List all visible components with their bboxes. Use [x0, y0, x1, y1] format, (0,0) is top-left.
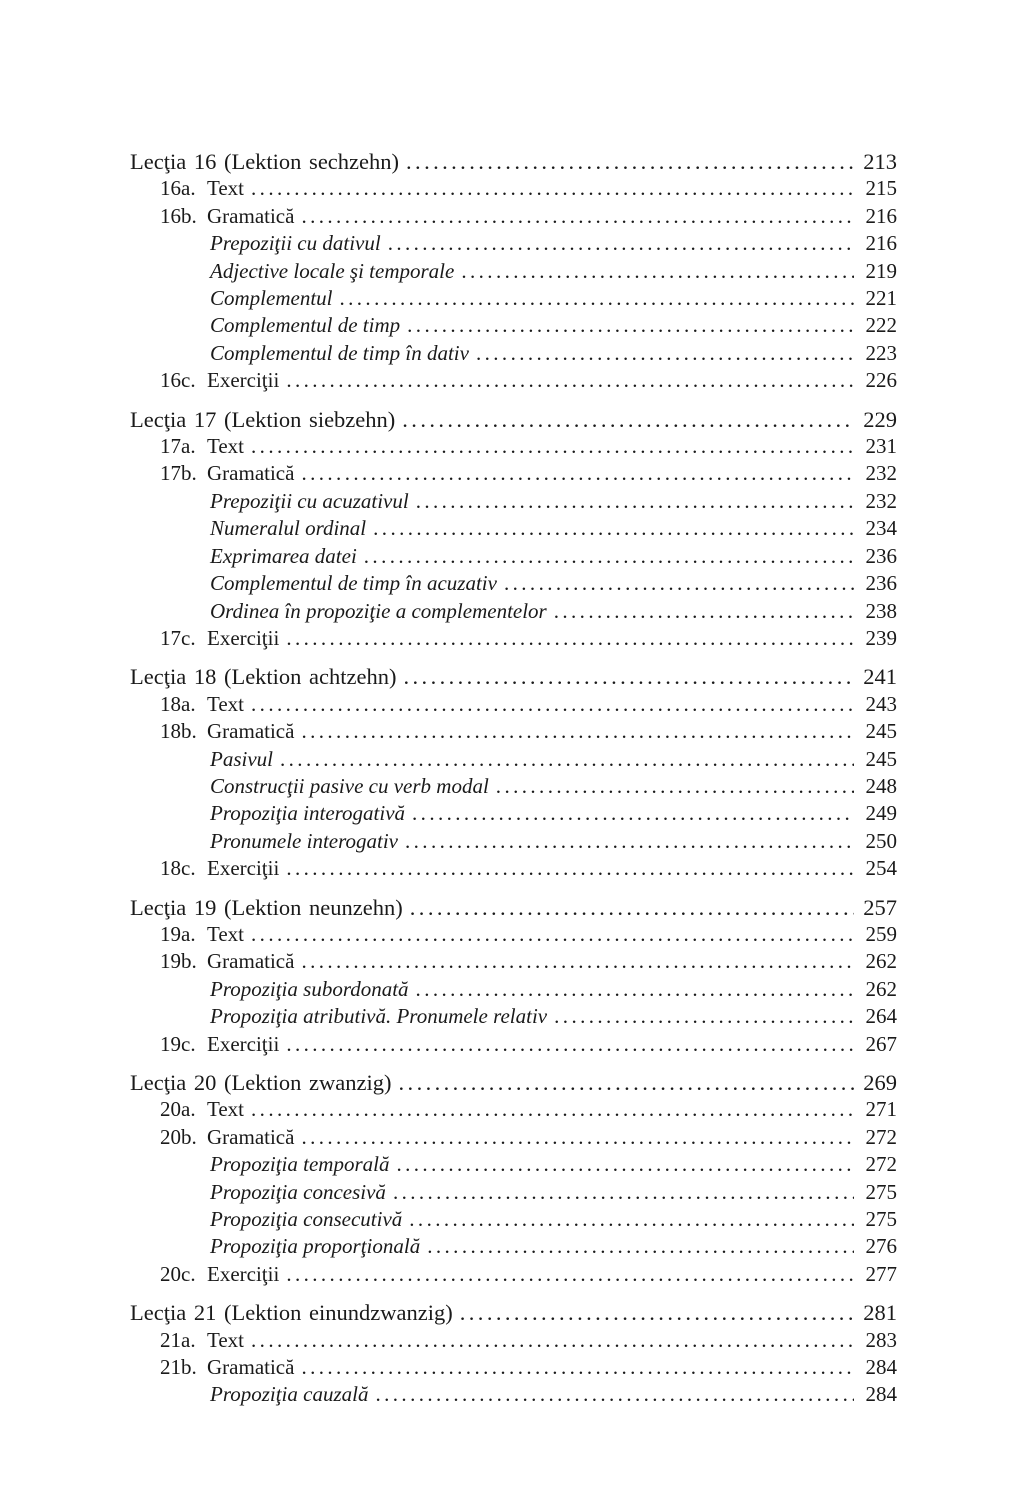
- toc-entry-row: [130, 691, 897, 718]
- toc-dot-leader: [280, 746, 854, 773]
- toc-page-number: 275: [865, 1207, 897, 1232]
- toc-page-number: 267: [865, 1031, 897, 1056]
- toc-page-number: 249: [865, 801, 897, 826]
- toc-page-number: 262: [865, 949, 897, 974]
- toc-entry-title: Exerciţii: [207, 368, 280, 393]
- toc-page-number: 219: [865, 258, 897, 283]
- toc-section: [130, 663, 897, 882]
- toc-entry-title: Text: [207, 434, 245, 459]
- toc-page-number: 271: [865, 1097, 897, 1122]
- toc-dot-leader: [402, 406, 854, 433]
- toc-entry-label: 18a.: [160, 691, 196, 716]
- toc-entry-title: Propoziţia consecutivă: [210, 1207, 403, 1232]
- toc-entry-title: Exerciţii: [207, 1261, 280, 1286]
- toc-dot-leader: [251, 175, 854, 202]
- toc-entry-row: [130, 921, 897, 948]
- toc-dot-leader: [251, 433, 854, 460]
- toc-entry-row: [130, 718, 897, 745]
- toc-page-number: 245: [865, 746, 897, 771]
- toc-section: [130, 894, 897, 1058]
- toc-entry-label: 17b.: [160, 461, 197, 486]
- toc-entry-title: Numeralul ordinal: [210, 516, 367, 541]
- toc-entry-label: 16b.: [160, 203, 197, 228]
- toc-page-number: 269: [863, 1070, 897, 1095]
- toc-entry-title: Propoziţia atributivă. Pronumele relativ: [210, 1004, 548, 1029]
- toc-entry-label: 19b.: [160, 949, 197, 974]
- toc-entry-title: Text: [207, 1327, 245, 1352]
- toc-dot-leader: [504, 570, 854, 597]
- toc-heading-row: [130, 894, 897, 921]
- toc-dot-leader: [410, 894, 854, 921]
- toc-entry-title: Pasivul: [210, 746, 273, 771]
- toc-dot-leader: [416, 976, 854, 1003]
- toc-entry-row: [130, 203, 897, 230]
- toc-entry-row: [130, 1354, 897, 1381]
- toc-entry-title: Propoziţia temporală: [210, 1152, 390, 1177]
- toc-entry-row: [130, 543, 897, 570]
- toc-entry-title: Propoziţia concesivă: [210, 1179, 386, 1204]
- toc-entry-title: Gramatică: [207, 203, 295, 228]
- toc-entry-row: [130, 1179, 897, 1206]
- toc-dot-leader: [404, 663, 855, 690]
- toc-entry-label: 18b.: [160, 719, 197, 744]
- toc-entry-title: Prepoziţii cu acuzativul: [210, 488, 409, 513]
- toc-entry-label: 20a.: [160, 1097, 196, 1122]
- toc-page-number: 238: [865, 598, 897, 623]
- toc-page-number: 216: [865, 231, 897, 256]
- toc-dot-leader: [301, 1354, 854, 1381]
- toc-page-number: 229: [863, 406, 897, 432]
- toc-entry-title: Exerciţii: [207, 625, 280, 650]
- toc-page-number: 257: [863, 894, 897, 920]
- toc-dot-leader: [301, 1124, 854, 1151]
- toc-dot-leader: [427, 1233, 854, 1260]
- toc-dot-leader: [396, 1151, 854, 1178]
- toc-page-number: 277: [865, 1261, 897, 1286]
- toc-dot-leader: [251, 1327, 854, 1354]
- toc-entry-row: [130, 230, 897, 257]
- toc-entry-row: [130, 1031, 897, 1058]
- toc-section: [130, 1299, 897, 1409]
- toc-page-number: 239: [865, 625, 897, 650]
- toc-dot-leader: [476, 340, 854, 367]
- toc-heading-row: [130, 148, 897, 175]
- toc-page-number: 250: [865, 828, 897, 853]
- toc-section: [130, 1069, 897, 1288]
- toc-entry-row: [130, 746, 897, 773]
- toc-page-number: 284: [865, 1355, 897, 1380]
- toc-dot-leader: [286, 855, 854, 882]
- toc-entry-row: [130, 625, 897, 652]
- toc-entry-title: Adjective locale şi temporale: [210, 258, 455, 283]
- toc-entry-title: Complementul de timp în dativ: [210, 340, 469, 365]
- toc-entry-row: [130, 976, 897, 1003]
- toc-entry-row: [130, 1096, 897, 1123]
- toc-page-number: 284: [865, 1382, 897, 1407]
- toc-dot-leader: [416, 488, 854, 515]
- toc-entry-title: Gramatică: [207, 1124, 295, 1149]
- toc-page-number: 223: [865, 340, 897, 365]
- toc-entry-title: Lecţia 18 (Lektion achtzehn): [130, 664, 397, 690]
- toc-entry-row: [130, 948, 897, 975]
- toc-dot-leader: [286, 625, 854, 652]
- toc-dot-leader: [251, 921, 854, 948]
- toc-entry-row: [130, 175, 897, 202]
- toc-dot-leader: [407, 312, 854, 339]
- toc-entry-row: [130, 433, 897, 460]
- toc-page-number: 264: [865, 1004, 897, 1029]
- toc-entry-row: [130, 1124, 897, 1151]
- toc-heading-row: [130, 1299, 897, 1326]
- toc-entry-label: 16c.: [160, 368, 196, 393]
- toc-entry-title: Lecţia 20 (Lektion zwanzig): [130, 1070, 392, 1095]
- toc-dot-leader: [339, 285, 854, 312]
- toc-dot-leader: [251, 691, 854, 718]
- toc-entry-label: 16a.: [160, 176, 196, 201]
- toc-dot-leader: [461, 258, 854, 285]
- toc-entry-row: [130, 340, 897, 367]
- toc-page-number: 232: [865, 461, 897, 486]
- toc-entry-title: Text: [207, 921, 245, 946]
- toc-dot-leader: [364, 543, 854, 570]
- toc-entry-row: [130, 1381, 897, 1408]
- toc-heading-row: [130, 1069, 897, 1096]
- toc-entry-title: Propoziţia subordonată: [210, 976, 409, 1001]
- toc-page-number: 276: [865, 1234, 897, 1259]
- toc-page-number: 254: [865, 856, 897, 881]
- toc-entry-title: Propoziţia interogativă: [210, 801, 406, 826]
- toc-page-number: 259: [865, 921, 897, 946]
- toc-entry-label: 21b.: [160, 1355, 197, 1380]
- toc-entry-row: [130, 258, 897, 285]
- toc-dot-leader: [388, 230, 854, 257]
- toc-entry-label: 20b.: [160, 1124, 197, 1149]
- toc-dot-leader: [405, 828, 854, 855]
- toc-section: [130, 406, 897, 653]
- toc-entry-label: 20c.: [160, 1261, 196, 1286]
- toc-entry-row: [130, 1151, 897, 1178]
- toc-entry-label: 17c.: [160, 625, 196, 650]
- toc-entry-title: Propoziţia cauzală: [210, 1382, 369, 1407]
- toc-dot-leader: [409, 1206, 854, 1233]
- toc-dot-leader: [301, 203, 854, 230]
- toc-page-number: 245: [865, 719, 897, 744]
- toc-entry-row: [130, 1003, 897, 1030]
- toc-entry-row: [130, 1206, 897, 1233]
- toc-entry-title: Ordinea în propoziţie a complementelor: [210, 598, 547, 623]
- toc-page-number: 236: [865, 543, 897, 568]
- toc-page-number: 241: [863, 664, 897, 690]
- toc-entry-label: 21a.: [160, 1327, 196, 1352]
- toc-entry-title: Complementul de timp în acuzativ: [210, 571, 497, 596]
- toc-entry-row: [130, 312, 897, 339]
- toc-entry-title: Text: [207, 691, 245, 716]
- toc-dot-leader: [496, 773, 854, 800]
- toc-entry-label: 19a.: [160, 921, 196, 946]
- toc-heading-row: [130, 663, 897, 690]
- toc-entry-row: [130, 773, 897, 800]
- toc-dot-leader: [460, 1299, 854, 1326]
- toc-dot-leader: [399, 1069, 854, 1096]
- toc-entry-title: Prepoziţii cu dativul: [210, 231, 381, 256]
- toc-entry-title: Gramatică: [207, 461, 295, 486]
- toc-dot-leader: [286, 1031, 854, 1058]
- toc-dot-leader: [301, 948, 854, 975]
- toc-entry-title: Text: [207, 1097, 245, 1122]
- toc-page-number: 281: [863, 1300, 897, 1326]
- toc-entry-row: [130, 828, 897, 855]
- toc-page-number: 213: [863, 149, 897, 174]
- toc-dot-leader: [301, 718, 854, 745]
- toc-entry-label: 19c.: [160, 1031, 196, 1056]
- toc-page-number: 232: [865, 488, 897, 513]
- toc-page-number: 216: [865, 203, 897, 228]
- toc-entry-title: Exerciţii: [207, 856, 280, 881]
- toc-entry-title: Text: [207, 176, 245, 201]
- toc-page-number: 272: [865, 1152, 897, 1177]
- toc-entry-title: Exerciţii: [207, 1031, 280, 1056]
- toc-entry-row: [130, 1327, 897, 1354]
- toc-page-number: 234: [865, 516, 897, 541]
- toc-dot-leader: [412, 800, 854, 827]
- toc-dot-leader: [301, 460, 854, 487]
- toc-dot-leader: [554, 598, 854, 625]
- toc-entry-title: Lecţia 21 (Lektion einundzwanzig): [130, 1300, 453, 1326]
- toc-entry-row: [130, 800, 897, 827]
- toc-page-number: 248: [865, 773, 897, 798]
- toc-dot-leader: [393, 1179, 854, 1206]
- toc-dot-leader: [251, 1096, 854, 1123]
- toc-page-number: 221: [865, 286, 897, 311]
- toc-dot-leader: [373, 515, 854, 542]
- toc-entry-title: Complementul de timp: [210, 313, 401, 338]
- toc-dot-leader: [554, 1003, 854, 1030]
- toc-page-number: 236: [865, 571, 897, 596]
- toc-entry-title: Gramatică: [207, 719, 295, 744]
- toc-page-number: 215: [865, 176, 897, 201]
- toc-entry-title: Lecţia 16 (Lektion sechzehn): [130, 149, 400, 174]
- toc-entry-row: [130, 460, 897, 487]
- toc-entry-row: [130, 855, 897, 882]
- toc-entry-row: [130, 515, 897, 542]
- toc-page-number: 226: [865, 368, 897, 393]
- toc-entry-row: [130, 598, 897, 625]
- toc-entry-row: [130, 367, 897, 394]
- toc-entry-title: Gramatică: [207, 1355, 295, 1380]
- toc-entry-title: Construcţii pasive cu verb modal: [210, 773, 489, 798]
- toc-entry-title: Gramatică: [207, 949, 295, 974]
- toc-entry-title: Lecţia 17 (Lektion siebzehn): [130, 406, 396, 432]
- toc-entry-row: [130, 570, 897, 597]
- toc-page-number: 272: [865, 1124, 897, 1149]
- toc-entry-label: 17a.: [160, 434, 196, 459]
- toc-entry-row: [130, 285, 897, 312]
- toc-entry-title: Pronumele interogativ: [210, 828, 398, 853]
- toc-page-number: 222: [865, 313, 897, 338]
- toc-dot-leader: [286, 367, 854, 394]
- toc-entry-title: Propoziţia proporţională: [210, 1234, 421, 1259]
- toc-page-number: 243: [865, 691, 897, 716]
- toc-page-number: 231: [865, 434, 897, 459]
- toc-section: [130, 148, 897, 395]
- toc-page-number: 262: [865, 976, 897, 1001]
- toc-entry-title: Exprimarea datei: [210, 543, 357, 568]
- toc-dot-leader: [286, 1261, 854, 1288]
- toc-entry-row: [130, 488, 897, 515]
- toc-entry-row: [130, 1261, 897, 1288]
- toc-entry-row: [130, 1233, 897, 1260]
- toc-entry-title: Complementul: [210, 286, 333, 311]
- toc-entry-title: Lecţia 19 (Lektion neunzehn): [130, 894, 403, 920]
- toc-heading-row: [130, 406, 897, 433]
- toc-page-number: 283: [865, 1327, 897, 1352]
- toc-page-number: 275: [865, 1179, 897, 1204]
- toc-dot-leader: [406, 148, 854, 175]
- toc-entry-label: 18c.: [160, 856, 196, 881]
- toc-dot-leader: [375, 1381, 854, 1408]
